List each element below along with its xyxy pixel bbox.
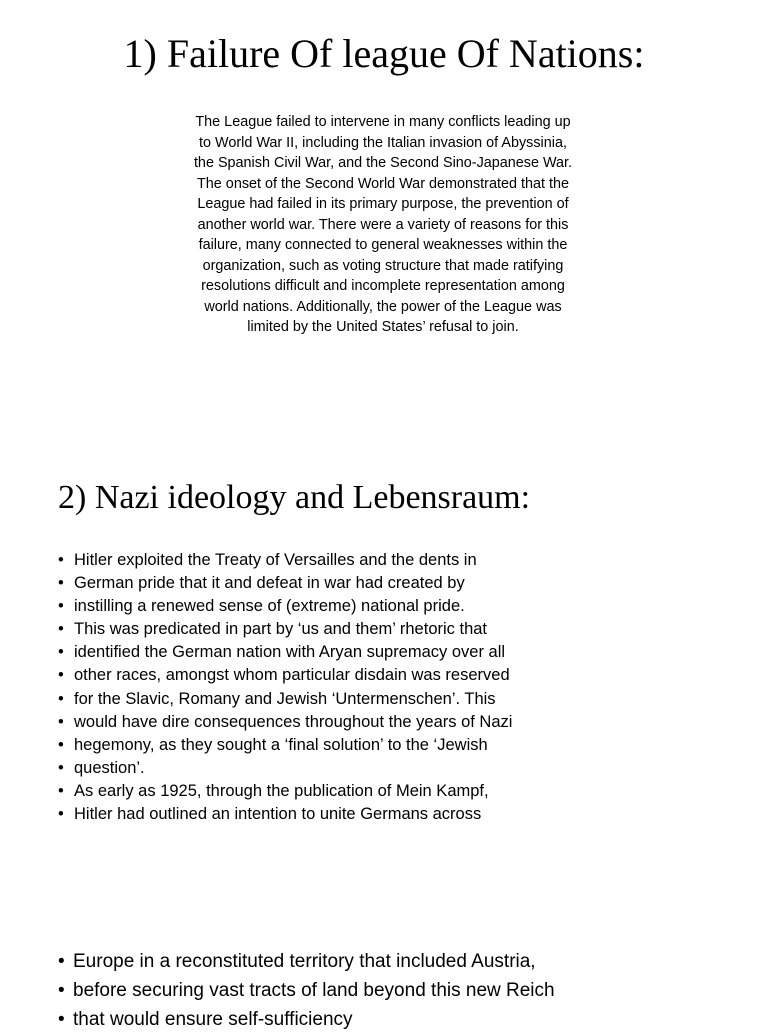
paragraph-line: the Spanish Civil War, and the Second Sino-Japanese War.: [193, 155, 573, 171]
section-1-paragraph: [165, 112, 601, 338]
list-item: • hegemony, as they sought a ‘final solution’ to the ‘Jewish: [58, 734, 512, 757]
section-3-bullet-list: [58, 947, 555, 1034]
paragraph-line: world nations. Additionally, the power of the League was: [204, 298, 562, 315]
paragraph-line: resolutions difficult and incomplete representation among: [201, 278, 565, 294]
list-item: • that would ensure self-sufficiency: [58, 1005, 555, 1034]
paragraph-line: organization, such as voting structure that made ratifying: [202, 257, 564, 274]
list-item: • Hitler had outlined an intention to unite Germans across: [58, 803, 512, 826]
list-item: • As early as 1925, through the publication of Mein Kampf,: [58, 780, 512, 803]
list-item: • identified the German nation with Aryan supremacy over all: [58, 641, 512, 664]
paragraph-line: League had failed in its primary purpose, the prevention of: [197, 196, 569, 212]
list-item: • question’.: [58, 757, 512, 780]
list-item: • This was predicated in part by ‘us and them’ rhetoric that: [58, 618, 512, 641]
section-1-title: 1) Failure Of league Of Nations:: [123, 31, 645, 76]
list-item: • German pride that it and defeat in war had created by: [58, 572, 512, 595]
list-item: • before securing vast tracts of land beyond this new Reich: [58, 976, 555, 1005]
section-2-title: 2) Nazi ideology and Lebensraum:: [58, 479, 531, 516]
paragraph-line: another world war. There were a variety of reasons for this: [197, 216, 569, 233]
list-item: • instilling a renewed sense of (extreme) national pride.: [58, 595, 512, 618]
section-2-bullet-list: [58, 549, 512, 826]
list-item: • Europe in a reconstituted territory that included Austria,: [58, 947, 555, 976]
paragraph-line: The onset of the Second World War demonstrated that the: [197, 175, 569, 192]
list-item: • would have dire consequences throughout the years of Nazi: [58, 711, 512, 734]
list-item: • Hitler exploited the Treaty of Versailles and the dents in: [58, 549, 512, 572]
paragraph-line: failure, many connected to general weaknesses within the: [198, 237, 568, 253]
paragraph-line: to World War II, including the Italian invasion of Abyssinia,: [199, 134, 567, 151]
list-item: • other races, amongst whom particular disdain was reserved: [58, 664, 512, 687]
paragraph-line: limited by the United States’ refusal to join.: [247, 319, 519, 335]
list-item: • for the Slavic, Romany and Jewish ‘Untermenschen’. This: [58, 688, 512, 711]
paragraph-line: The League failed to intervene in many conflicts leading up: [195, 114, 571, 130]
